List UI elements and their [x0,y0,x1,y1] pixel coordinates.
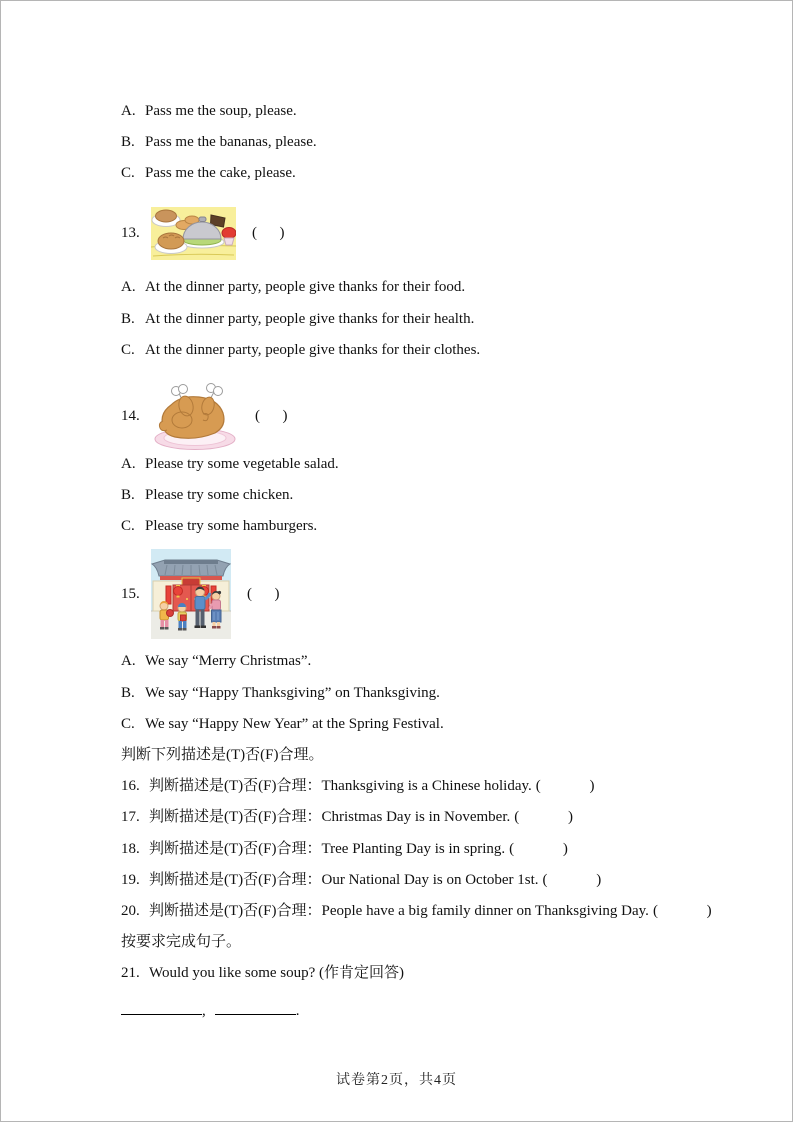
option-label: C. [121,342,135,358]
answer-bracket: ( ) [247,585,280,602]
option-row-12b [121,132,317,153]
tf-prefix: 判断描述是(T)否(F)合理： [149,872,322,888]
option-row-13a [121,277,465,298]
tf-sentence: Thanksgiving is a Chinese holiday. [321,778,532,794]
option-label: A. [121,653,136,669]
option-text: At the dinner party, people give thanks for their food. [145,279,466,295]
option-row-15a [121,651,311,672]
option-text: At the dinner party, people give thanks for their health. [145,311,475,327]
question-text: Would you like some soup? (作肯定回答) [149,965,405,981]
festival-gate-image [151,549,231,639]
tf-section-instruction: 判断下列描述是(T)否(F)合理。 [121,747,324,763]
answer-blank-2 [215,999,296,1015]
tf-item-19 [121,870,601,891]
answer-bracket: ( ) [542,872,602,888]
question-number: 16. [121,778,140,794]
sentence-section-instruction: 按要求完成句子。 [121,934,242,950]
option-row-12a [121,101,297,122]
question-13-row [121,207,285,260]
tf-item-17 [121,807,573,828]
answer-separator: , [202,1003,206,1019]
tf-prefix: 判断描述是(T)否(F)合理： [149,809,322,825]
tf-item-16 [121,776,595,797]
option-label: A. [121,103,136,119]
option-row-15b [121,683,440,704]
answer-bracket: ( ) [514,809,573,825]
option-text: Pass me the soup, please. [145,103,297,119]
answer-bracket: ( ) [509,841,568,857]
option-text: Pass me the bananas, please. [145,134,317,150]
option-text: We say “Happy New Year” at the Spring Festival. [145,716,444,732]
tf-prefix: 判断描述是(T)否(F)合理： [149,778,322,794]
option-text: Pass me the cake, please. [145,165,296,181]
option-text: Please try some vegetable salad. [145,456,339,472]
question-15-row [121,549,280,639]
question-number: 21. [121,965,140,981]
dinner-table-image [151,207,236,260]
question-14-row [121,381,288,451]
tf-prefix: 判断描述是(T)否(F)合理： [149,841,322,857]
question-21-row [121,963,404,984]
option-row-13b [121,309,474,330]
page-footer: 试卷第2页，共4页 [336,1073,457,1088]
question-number: 17. [121,809,140,825]
option-label: B. [121,487,135,503]
tf-sentence: Christmas Day is in November. [321,809,511,825]
question-number: 13. [121,225,140,241]
option-text: Please try some chicken. [145,487,294,503]
option-label: B. [121,311,135,327]
option-label: B. [121,685,135,701]
option-label: B. [121,134,135,150]
tf-sentence: People have a big family dinner on Thanksgiving Day. [321,903,649,919]
option-row-15c [121,714,444,735]
tf-sentence: Our National Day is on October 1st. [321,872,539,888]
question-number: 20. [121,903,140,919]
option-label: C. [121,165,135,181]
answer-line [121,999,300,1022]
option-row-14b [121,485,293,506]
option-label: C. [121,716,135,732]
answer-bracket: ( ) [255,407,288,424]
answer-terminator: . [295,1003,300,1019]
option-row-14c [121,516,317,537]
option-row-13c [121,340,480,361]
option-row-12c [121,163,296,184]
question-number: 19. [121,872,140,888]
tf-prefix: 判断描述是(T)否(F)合理： [149,903,322,919]
option-text: We say “Merry Christmas”. [145,653,312,669]
answer-bracket: ( ) [652,903,712,919]
answer-bracket: ( ) [535,778,595,794]
tf-sentence: Tree Planting Day is in spring. [321,841,506,857]
option-text: Please try some hamburgers. [145,518,318,534]
option-row-14a [121,454,339,475]
option-label: A. [121,279,136,295]
question-number: 15. [121,585,140,602]
answer-blank-1 [121,999,202,1015]
question-number: 14. [121,407,140,424]
question-number: 18. [121,841,140,857]
option-text: We say “Happy Thanksgiving” on Thanksgiving. [145,685,440,701]
turkey-image [151,381,239,451]
answer-bracket: ( ) [252,225,285,241]
tf-item-20 [121,901,712,922]
option-label: C. [121,518,135,534]
option-label: A. [121,456,136,472]
tf-item-18 [121,839,568,860]
option-text: At the dinner party, people give thanks for their clothes. [145,342,481,358]
